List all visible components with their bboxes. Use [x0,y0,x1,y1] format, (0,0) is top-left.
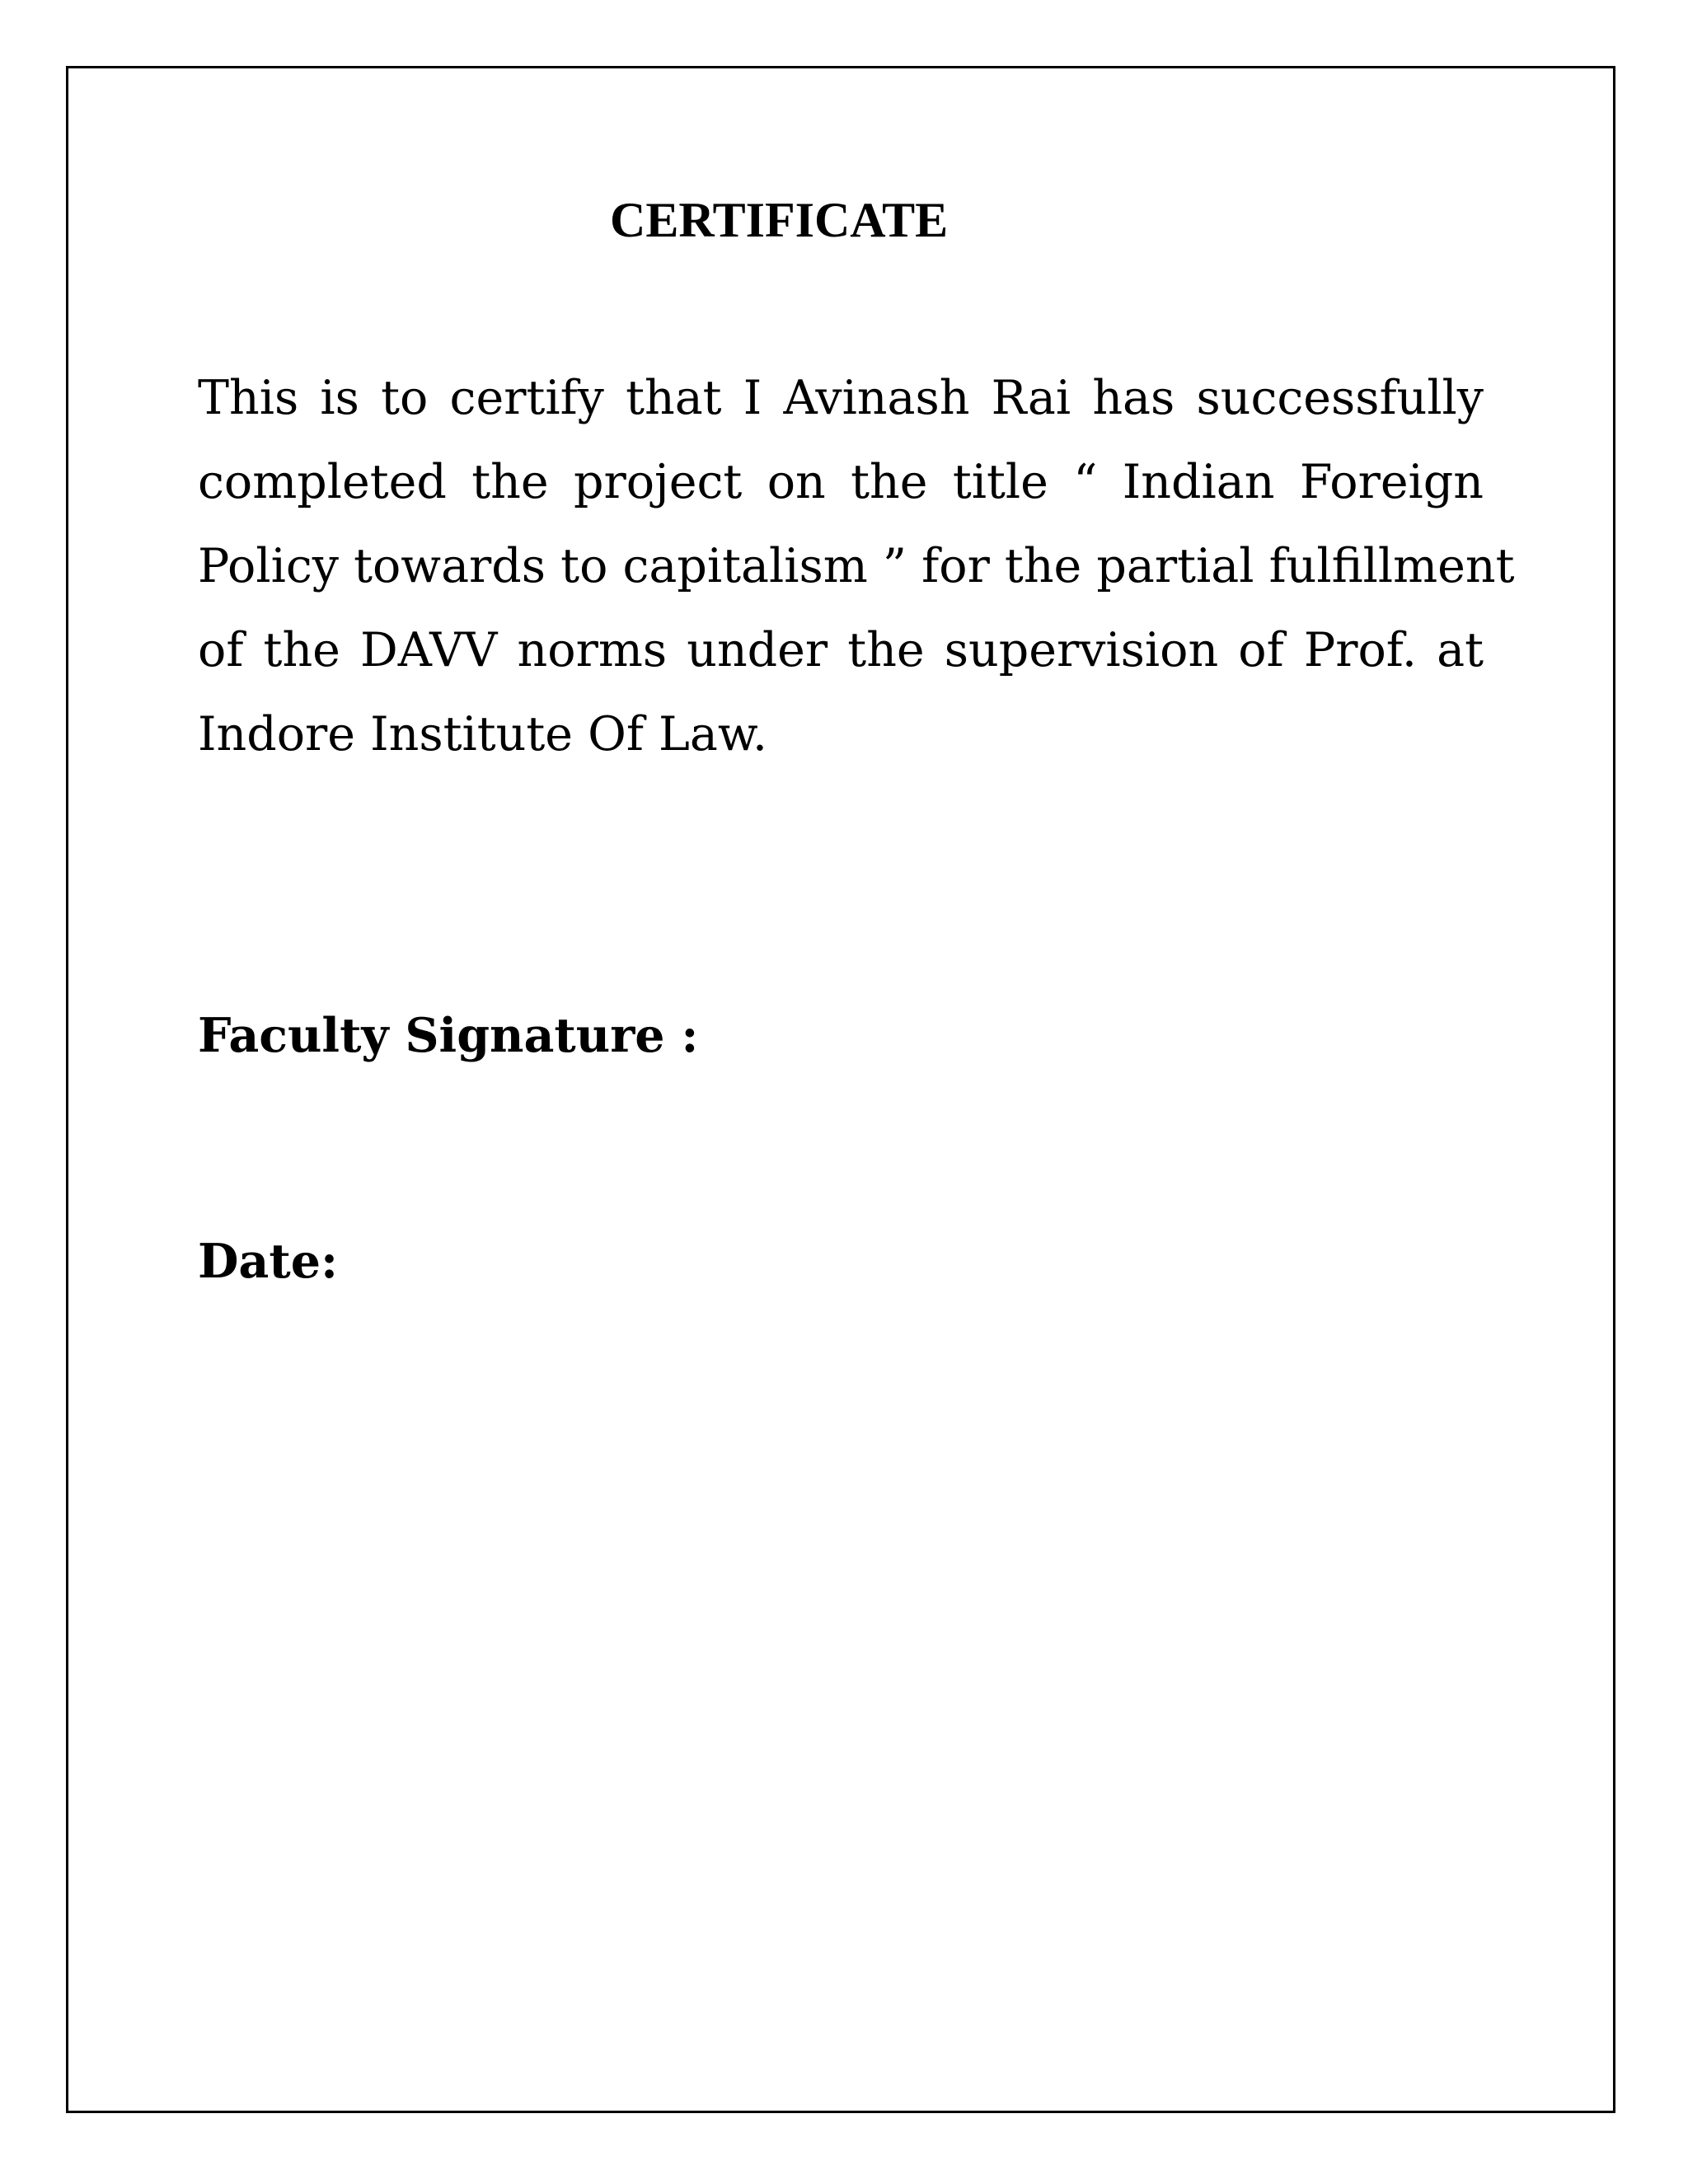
body-line-2: completed the project on the title “ Indian Foreign [198,455,1484,509]
body-line-4: of the DAVV norms under the supervision of Prof. at [198,623,1484,677]
faculty-signature-label: Faculty Signature : [198,1008,699,1063]
body-line-5: Indore Institute Of Law. [198,707,768,762]
date-label: Date: [198,1234,338,1289]
certificate-body [198,356,1515,776]
body-line-3: Policy towards to capitalism ” for the partial fulfillment [198,539,1515,593]
body-line-1: This is to certify that I Avinash Rai has successfully [198,371,1484,425]
certificate-title: CERTIFICATE [610,193,949,247]
